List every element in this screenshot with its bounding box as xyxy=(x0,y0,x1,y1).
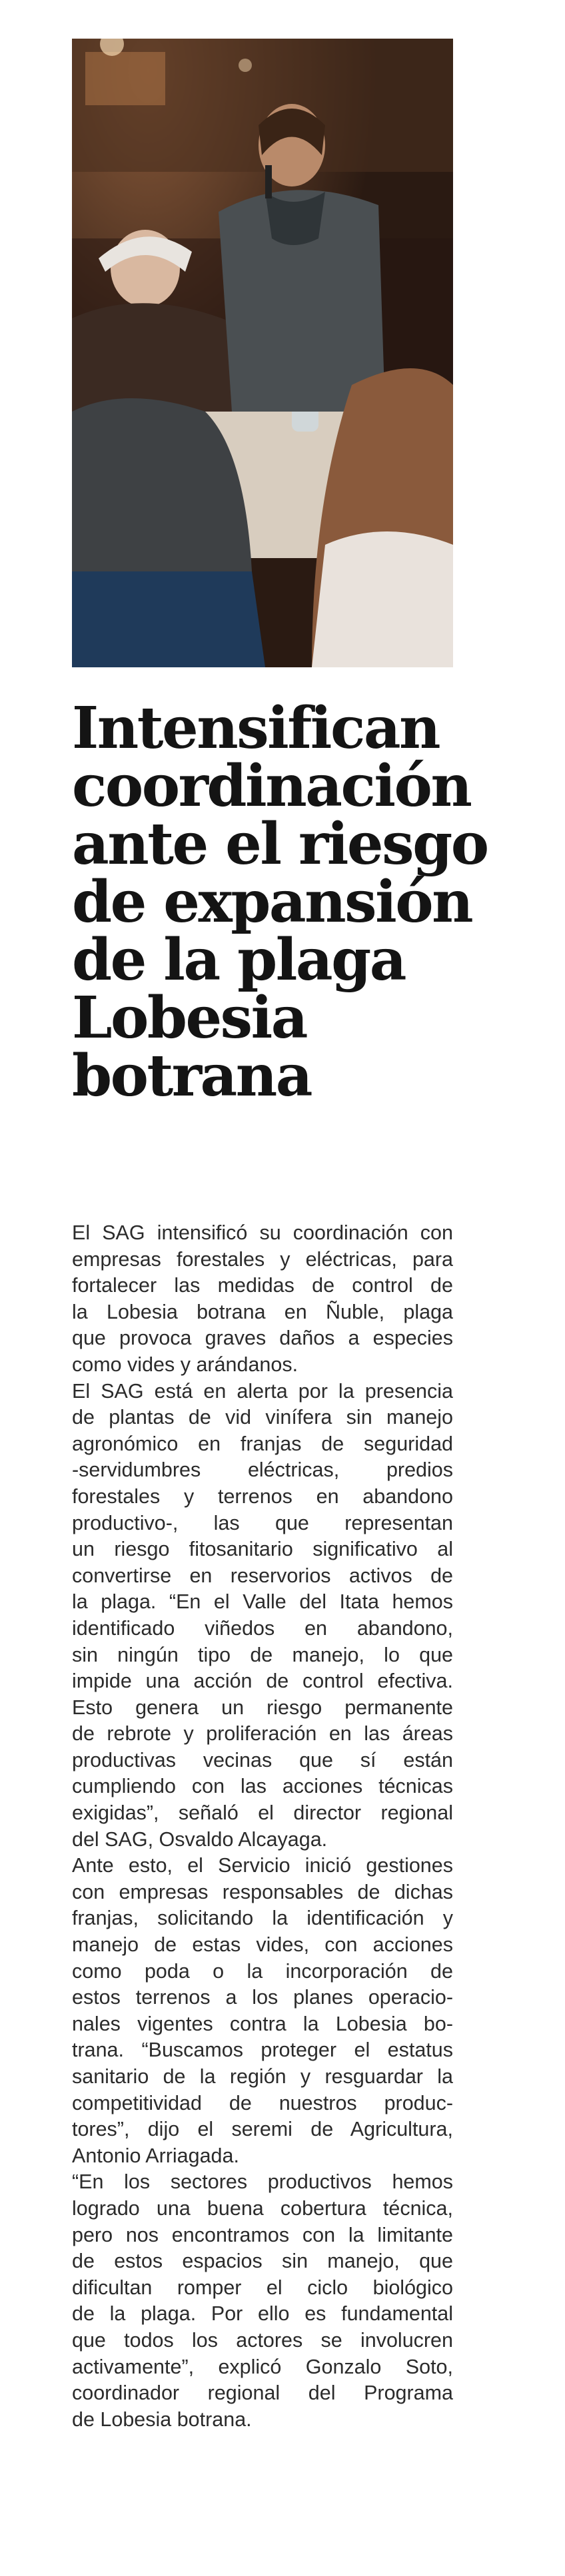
body-line: nales vigentes contra la Lobesia bo- xyxy=(72,2012,453,2035)
body-line: convertirse en reservorios activos de xyxy=(72,1564,453,1587)
body-line: El SAG está en alerta por la presencia xyxy=(72,1379,453,1403)
body-line: sin ningún tipo de manejo, lo que xyxy=(72,1643,453,1666)
headline-line: botrana xyxy=(72,1042,312,1110)
body-line: Antonio Arriagada. xyxy=(72,2144,239,2167)
body-line: fortalecer las medidas de control de xyxy=(72,1274,453,1297)
article-photo xyxy=(72,39,453,667)
headline-line: Lobesia xyxy=(72,984,306,1052)
body-line: cumpliendo con las acciones técnicas xyxy=(72,1775,453,1798)
body-line: del SAG, Osvaldo Alcayaga. xyxy=(72,1827,328,1851)
body-line: Esto genera un riesgo permanente xyxy=(72,1696,453,1719)
body-line: que todos los actores se involucren xyxy=(72,2328,453,2352)
body-line: identificado viñedos en abandono, xyxy=(72,1616,453,1640)
body-line: productivo-, las que representan xyxy=(72,1511,453,1534)
body-line: competitividad de nuestros produc- xyxy=(72,2091,453,2114)
body-line: Ante esto, el Servicio inició gestiones xyxy=(72,1854,453,1877)
body-line: de rebrote y proliferación en las áreas xyxy=(72,1722,453,1746)
article-paragraph xyxy=(72,2169,453,2433)
body-line: -servidumbres eléctricas, predios xyxy=(72,1458,453,1482)
article-paragraph xyxy=(72,1853,453,2169)
body-line: como vides y arándanos. xyxy=(72,1353,298,1376)
body-line: logrado una buena cobertura técnica, xyxy=(72,2196,453,2220)
body-line: de Lobesia botrana. xyxy=(72,2408,252,2431)
body-line: activamente”, explicó Gonzalo Soto, xyxy=(72,2355,453,2378)
body-line: con empresas responsables de dichas xyxy=(72,1880,453,1903)
headline-line: coordinación xyxy=(72,753,471,820)
body-line: como poda o la incorporación de xyxy=(72,1959,453,1983)
body-line: estos terrenos a los planes operacio- xyxy=(72,1986,453,2009)
body-line: productivas vecinas que sí están xyxy=(72,1748,453,1771)
body-line: impide una acción de control efectiva. xyxy=(72,1670,453,1693)
body-line: empresas forestales y eléctricas, para xyxy=(72,1247,453,1271)
body-line: tores”, dijo el seremi de Agricultura, xyxy=(72,2118,453,2141)
body-line: “En los sectores productivos hemos xyxy=(72,2170,453,2194)
body-line: la Lobesia botrana en Ñuble, plaga xyxy=(72,1300,453,1323)
article-headline xyxy=(72,695,488,1110)
body-line: agronómico en franjas de seguridad xyxy=(72,1432,453,1455)
headline-line: ante el riesgo xyxy=(72,810,488,878)
article-paragraph xyxy=(72,1379,453,1853)
body-line: exigidas”, señaló el director regional xyxy=(72,1801,453,1825)
body-line: que provoca graves daños a especies xyxy=(72,1327,453,1350)
body-line: pero nos encontramos con la limitante xyxy=(72,2223,453,2246)
body-line: trana. “Buscamos proteger el estatus xyxy=(72,2039,453,2062)
body-line: de plantas de vid vinífera sin manejo xyxy=(72,1406,453,1429)
body-line: El SAG intensificó su coordinación con xyxy=(72,1221,453,1244)
body-line: dificultan romper el ciclo biológico xyxy=(72,2276,453,2299)
article-body xyxy=(72,1220,453,2433)
headline-line: de la plaga xyxy=(72,926,406,994)
body-line: de estos espacios sin manejo, que xyxy=(72,2250,453,2273)
body-line: franjas, solicitando la identificación y xyxy=(72,1907,453,1930)
headline-line: de expansión xyxy=(72,868,472,936)
body-line: la plaga. “En el Valle del Itata hemos xyxy=(72,1590,453,1614)
body-line: forestales y terrenos en abandono xyxy=(72,1484,453,1508)
headline-line: Intensifican xyxy=(72,695,440,762)
body-line: manejo de estas vides, con acciones xyxy=(72,1933,453,1957)
body-line: coordinador regional del Programa xyxy=(72,2382,453,2405)
body-line: de la plaga. Por ello es fundamental xyxy=(72,2302,453,2326)
body-line: sanitario de la región y resguardar la xyxy=(72,2065,453,2088)
article-paragraph xyxy=(72,1220,453,1379)
body-line: un riesgo fitosanitario significativo al xyxy=(72,1538,453,1561)
